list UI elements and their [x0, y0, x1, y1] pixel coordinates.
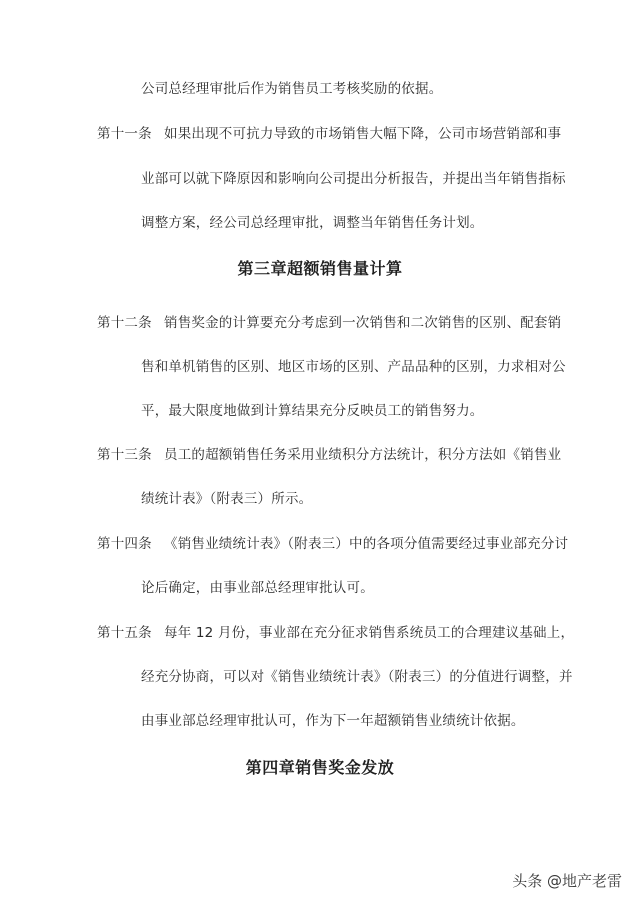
article-14-number: 第十四条: [97, 536, 152, 552]
article-11-line-3: 调整方案，经公司总经理审批，调整当年销售任务计划。: [141, 215, 484, 231]
article-15-line-3: 由事业部总经理审批认可，作为下一年超额销售业绩统计依据。: [141, 713, 525, 729]
article-13-line-2: 绩统计表》（附表三）所示。: [141, 491, 313, 507]
article-14-line-1: 《销售业绩统计表》（附表三）中的各项分值需要经过事业部充分讨: [164, 536, 569, 552]
watermark: 头条 @地产老雷: [512, 872, 622, 890]
article-15-line-2: 经充分协商，可以对《销售业绩统计表》（附表三）的分值进行调整，并: [141, 669, 573, 685]
chapter-4-heading: 第四章销售奖金发放: [245, 758, 395, 777]
chapter-3-heading: 第三章超额销售量计算: [237, 259, 403, 278]
article-12-number: 第十二条: [97, 315, 152, 331]
article-14-line-2: 论后确定，由事业部总经理审批认可。: [141, 580, 374, 596]
article-12-line-1: 销售奖金的计算要充分考虑到一次销售和二次销售的区别、配套销: [164, 315, 562, 331]
article-13-number: 第十三条: [97, 447, 152, 463]
article-15-line-1: 每年 12 月份，事业部在充分征求销售系统员工的合理建议基础上，: [164, 625, 575, 641]
article-12-line-3: 平，最大限度地做到计算结果充分反映员工的销售努力。: [141, 403, 484, 419]
article-11-line-2: 业部可以就下降原因和影响向公司提出分析报告，并提出当年销售指标: [141, 171, 566, 187]
article-15-number: 第十五条: [97, 625, 152, 641]
article-11-line-1: 如果出现不可抗力导致的市场销售大幅下降，公司市场营销部和事: [164, 126, 562, 142]
article-13-line-1: 员工的超额销售任务采用业绩积分方法统计，积分方法如《销售业: [164, 447, 562, 463]
article-12-line-2: 售和单机销售的区别、地区市场的区别、产品品种的区别，力求相对公: [141, 359, 566, 375]
article-10-tail: 公司总经理审批后作为销售员工考核奖励的依据。: [141, 81, 443, 97]
article-11-number: 第十一条: [97, 126, 152, 142]
